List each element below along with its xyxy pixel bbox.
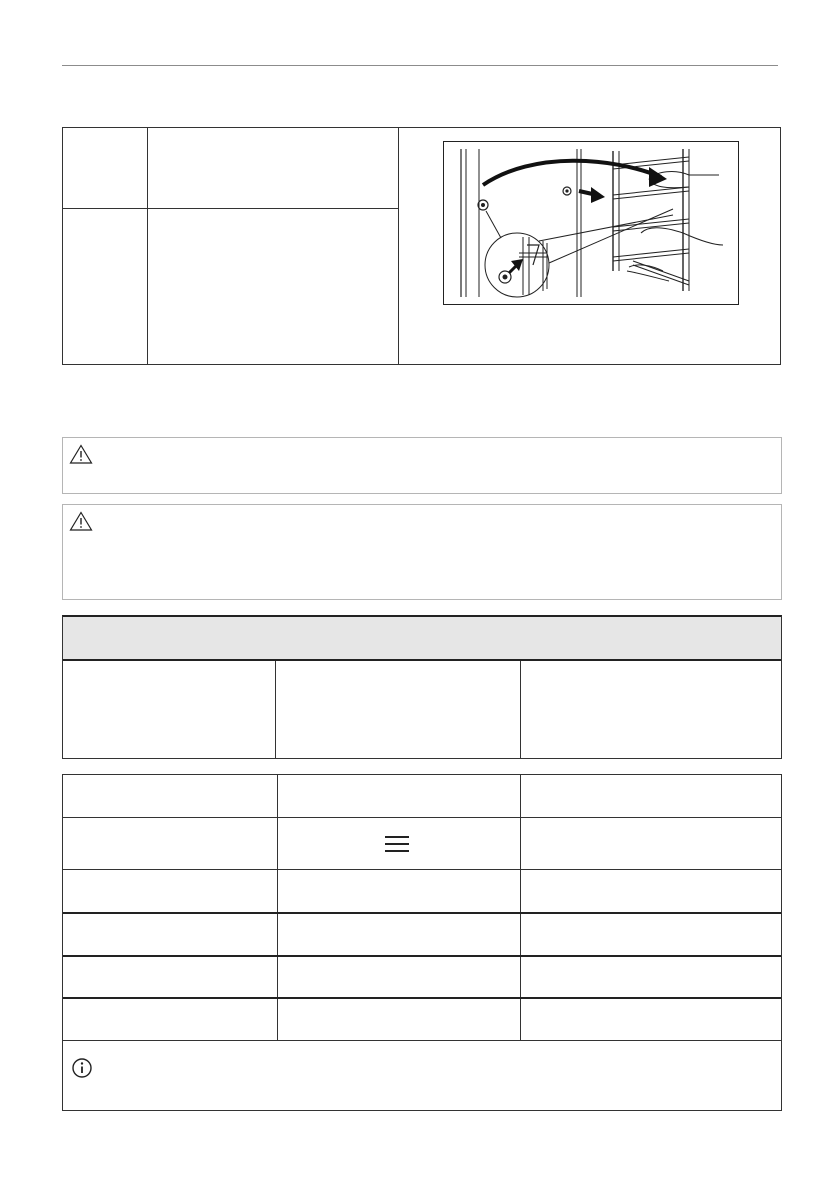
- warning-triangle-icon: [69, 444, 93, 464]
- table-row-divider: [63, 912, 781, 914]
- header-col-divider: [275, 661, 276, 758]
- table-row-divider: [63, 869, 781, 870]
- header-table: [62, 615, 782, 759]
- warning-box: [62, 504, 782, 600]
- rows-col-divider: [277, 775, 278, 1041]
- steps-col-divider: [398, 128, 399, 364]
- table-row-divider: [63, 997, 781, 999]
- header-table-title-row: [63, 617, 781, 661]
- table-row-divider: [63, 955, 781, 957]
- header-col-divider: [520, 661, 521, 758]
- settings-table: [62, 774, 782, 1111]
- warning-box: [62, 437, 782, 494]
- info-circle-icon: [71, 1057, 93, 1079]
- menu-icon: [385, 834, 409, 854]
- table-row-divider: [63, 1040, 781, 1041]
- steps-row-divider: [63, 208, 398, 209]
- rows-col-divider: [520, 775, 521, 1041]
- shelf-support-removal-illustration: [443, 141, 739, 305]
- steps-table: [62, 127, 781, 365]
- steps-col-divider: [147, 128, 148, 364]
- table-row-divider: [63, 817, 781, 818]
- header-rule: [62, 65, 778, 66]
- warning-triangle-icon: [69, 511, 93, 531]
